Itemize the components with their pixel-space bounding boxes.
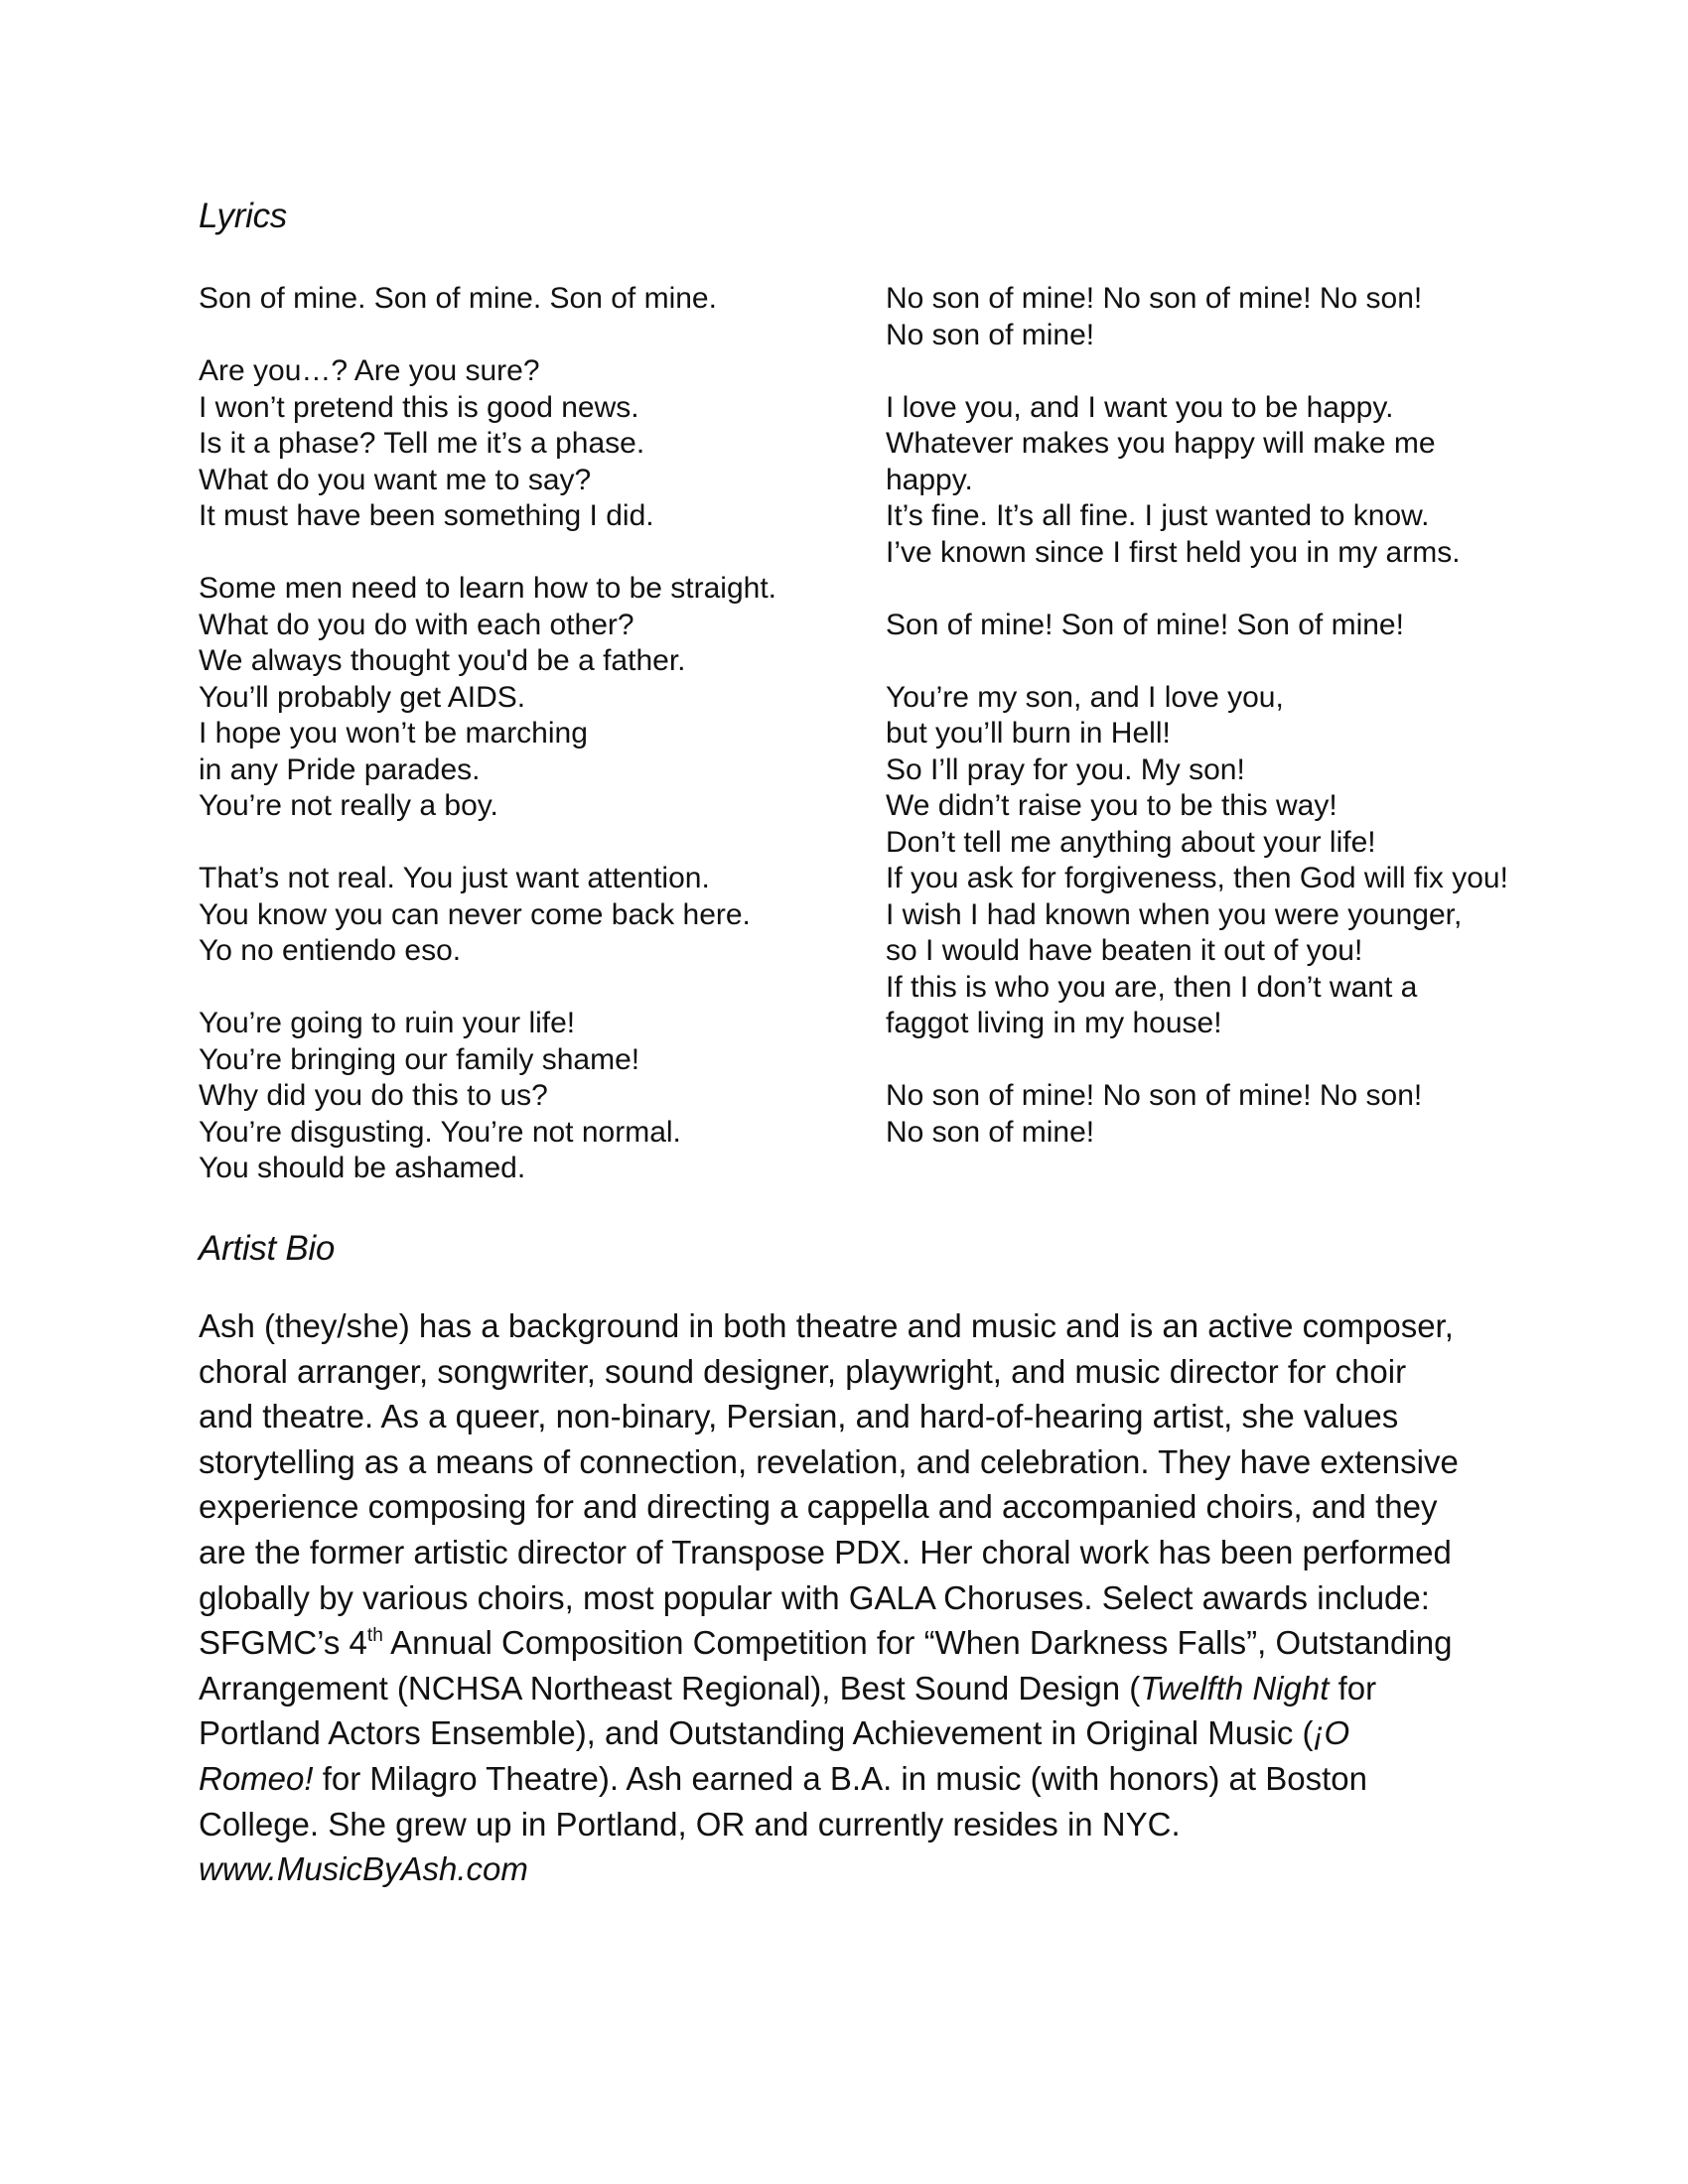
lyrics-right-column <box>886 281 1541 1187</box>
lyric-line: Are you…? Are you sure? <box>199 354 540 387</box>
bio-text: Portland Actors Ensemble), and Outstanding Achievement in Original Music ( <box>199 1714 1314 1752</box>
lyric-line: Yo no entiendo eso. <box>199 934 462 967</box>
lyric-line: You’re bringing our family shame! <box>199 1042 640 1076</box>
lyric-line: If you ask for forgiveness, then God will fix you! <box>886 862 1508 894</box>
lyric-line: You’re going to ruin your life! <box>199 1007 576 1039</box>
work-title: ¡O <box>1313 1714 1350 1752</box>
lyrics-stanza <box>199 571 844 825</box>
lyric-line: Some men need to learn how to be straight. <box>199 572 777 605</box>
lyrics-left-column <box>199 281 844 1223</box>
lyrics-stanza <box>886 281 1541 353</box>
bio-line: storytelling as a means of connection, revelation, and celebration. They have extensive <box>199 1442 1459 1480</box>
lyric-line: You should be ashamed. <box>199 1152 526 1184</box>
artist-bio-text <box>199 1303 1509 1892</box>
bio-line <box>199 1666 1509 1711</box>
lyric-line: so I would have beaten it out of you! <box>886 934 1363 967</box>
lyric-line: It must have been something I did. <box>199 499 654 532</box>
lyric-line: Whatever makes you happy will make me <box>886 427 1436 460</box>
lyric-line: You’re disgusting. You’re not normal. <box>199 1115 681 1149</box>
lyric-line: You’ll probably get AIDS. <box>199 680 526 714</box>
bio-line: experience composing for and directing a cappella and accompanied choirs, and they <box>199 1488 1438 1526</box>
work-title: Twelfth Night <box>1140 1669 1330 1706</box>
bio-line: choral arranger, songwriter, sound designer, playwright, and music director for choir <box>199 1352 1407 1390</box>
bio-text: for Milagro Theatre). Ash earned a B.A. in music (with honors) at Boston <box>313 1759 1367 1797</box>
bio-text: Arrangement (NCHSA Northeast Regional), Best Sound Design ( <box>199 1669 1141 1706</box>
bio-line <box>199 1710 1509 1756</box>
lyric-line: No son of mine! <box>886 1115 1095 1149</box>
lyrics-stanza <box>886 608 1541 644</box>
lyric-line: but you’ll burn in Hell! <box>886 717 1171 750</box>
bio-line: are the former artistic director of Transpose PDX. Her choral work has been performed <box>199 1533 1452 1570</box>
bio-text: SFGMC’s 4 <box>199 1624 367 1662</box>
lyric-line: We always thought you'd be a father. <box>199 644 686 677</box>
lyric-line: What do you do with each other? <box>199 608 634 641</box>
lyric-line: Son of mine! Son of mine! Son of mine! <box>886 608 1404 641</box>
lyrics-stanza <box>199 861 844 970</box>
ordinal-suffix: th <box>366 1625 383 1647</box>
lyric-line: Don’t tell me anything about your life! <box>886 825 1376 859</box>
lyric-line: Why did you do this to us? <box>199 1079 548 1112</box>
lyrics-stanza <box>199 281 844 318</box>
bio-line <box>199 1756 1509 1802</box>
lyrics-stanza <box>886 390 1541 572</box>
bio-line: globally by various choirs, most popular with GALA Choruses. Select awards include: <box>199 1578 1430 1616</box>
lyrics-stanza <box>199 1006 844 1187</box>
lyrics-stanza <box>886 1078 1541 1151</box>
lyric-line: in any Pride parades. <box>199 752 481 786</box>
lyric-line: Is it a phase? Tell me it’s a phase. <box>199 427 645 460</box>
lyric-line: Son of mine. Son of mine. Son of mine. <box>199 282 717 315</box>
lyric-line: If this is who you are, then I don’t want a <box>886 970 1418 1004</box>
lyric-line: So I’ll pray for you. My son! <box>886 752 1245 786</box>
work-title: Romeo! <box>199 1759 314 1797</box>
website-link[interactable]: www.MusicByAsh.com <box>199 1850 528 1888</box>
lyric-line: No son of mine! <box>886 318 1095 351</box>
lyric-line: We didn’t raise you to be this way! <box>886 789 1337 822</box>
artist-bio-heading: Artist Bio <box>199 1229 336 1268</box>
lyrics-stanza <box>886 680 1541 1042</box>
lyric-line: It’s fine. It’s all fine. I just wanted to know. <box>886 499 1430 532</box>
bio-line: College. She grew up in Portland, OR and currently resides in NYC. <box>199 1805 1181 1843</box>
lyric-line: happy. <box>886 463 973 496</box>
lyric-line: I wish I had known when you were younger, <box>886 897 1463 931</box>
lyrics-heading: Lyrics <box>199 197 287 235</box>
lyric-line: I hope you won’t be marching <box>199 717 588 750</box>
bio-line: Ash (they/she) has a background in both theatre and music and is an active composer, <box>199 1307 1454 1344</box>
lyric-line: I love you, and I want you to be happy. <box>886 390 1394 424</box>
lyric-line: No son of mine! No son of mine! No son! <box>886 1079 1423 1112</box>
lyric-line: You’re not really a boy. <box>199 789 498 822</box>
lyric-line: You’re my son, and I love you, <box>886 680 1284 714</box>
lyric-line: No son of mine! No son of mine! No son! <box>886 282 1423 315</box>
bio-text: Annual Composition Competition for “When Darkness Falls”, Outstanding <box>382 1624 1453 1662</box>
lyric-line: I won’t pretend this is good news. <box>199 390 639 424</box>
lyric-line: What do you want me to say? <box>199 463 592 496</box>
lyrics-stanza <box>199 353 844 535</box>
lyric-line: You know you can never come back here. <box>199 897 751 931</box>
bio-text: for <box>1329 1669 1377 1706</box>
bio-line <box>199 1620 1509 1666</box>
lyric-line: faggot living in my house! <box>886 1007 1222 1039</box>
lyric-line: I’ve known since I first held you in my arms. <box>886 535 1461 569</box>
bio-line: and theatre. As a queer, non-binary, Persian, and hard-of-hearing artist, she values <box>199 1398 1399 1435</box>
lyric-line: That’s not real. You just want attention. <box>199 862 710 894</box>
